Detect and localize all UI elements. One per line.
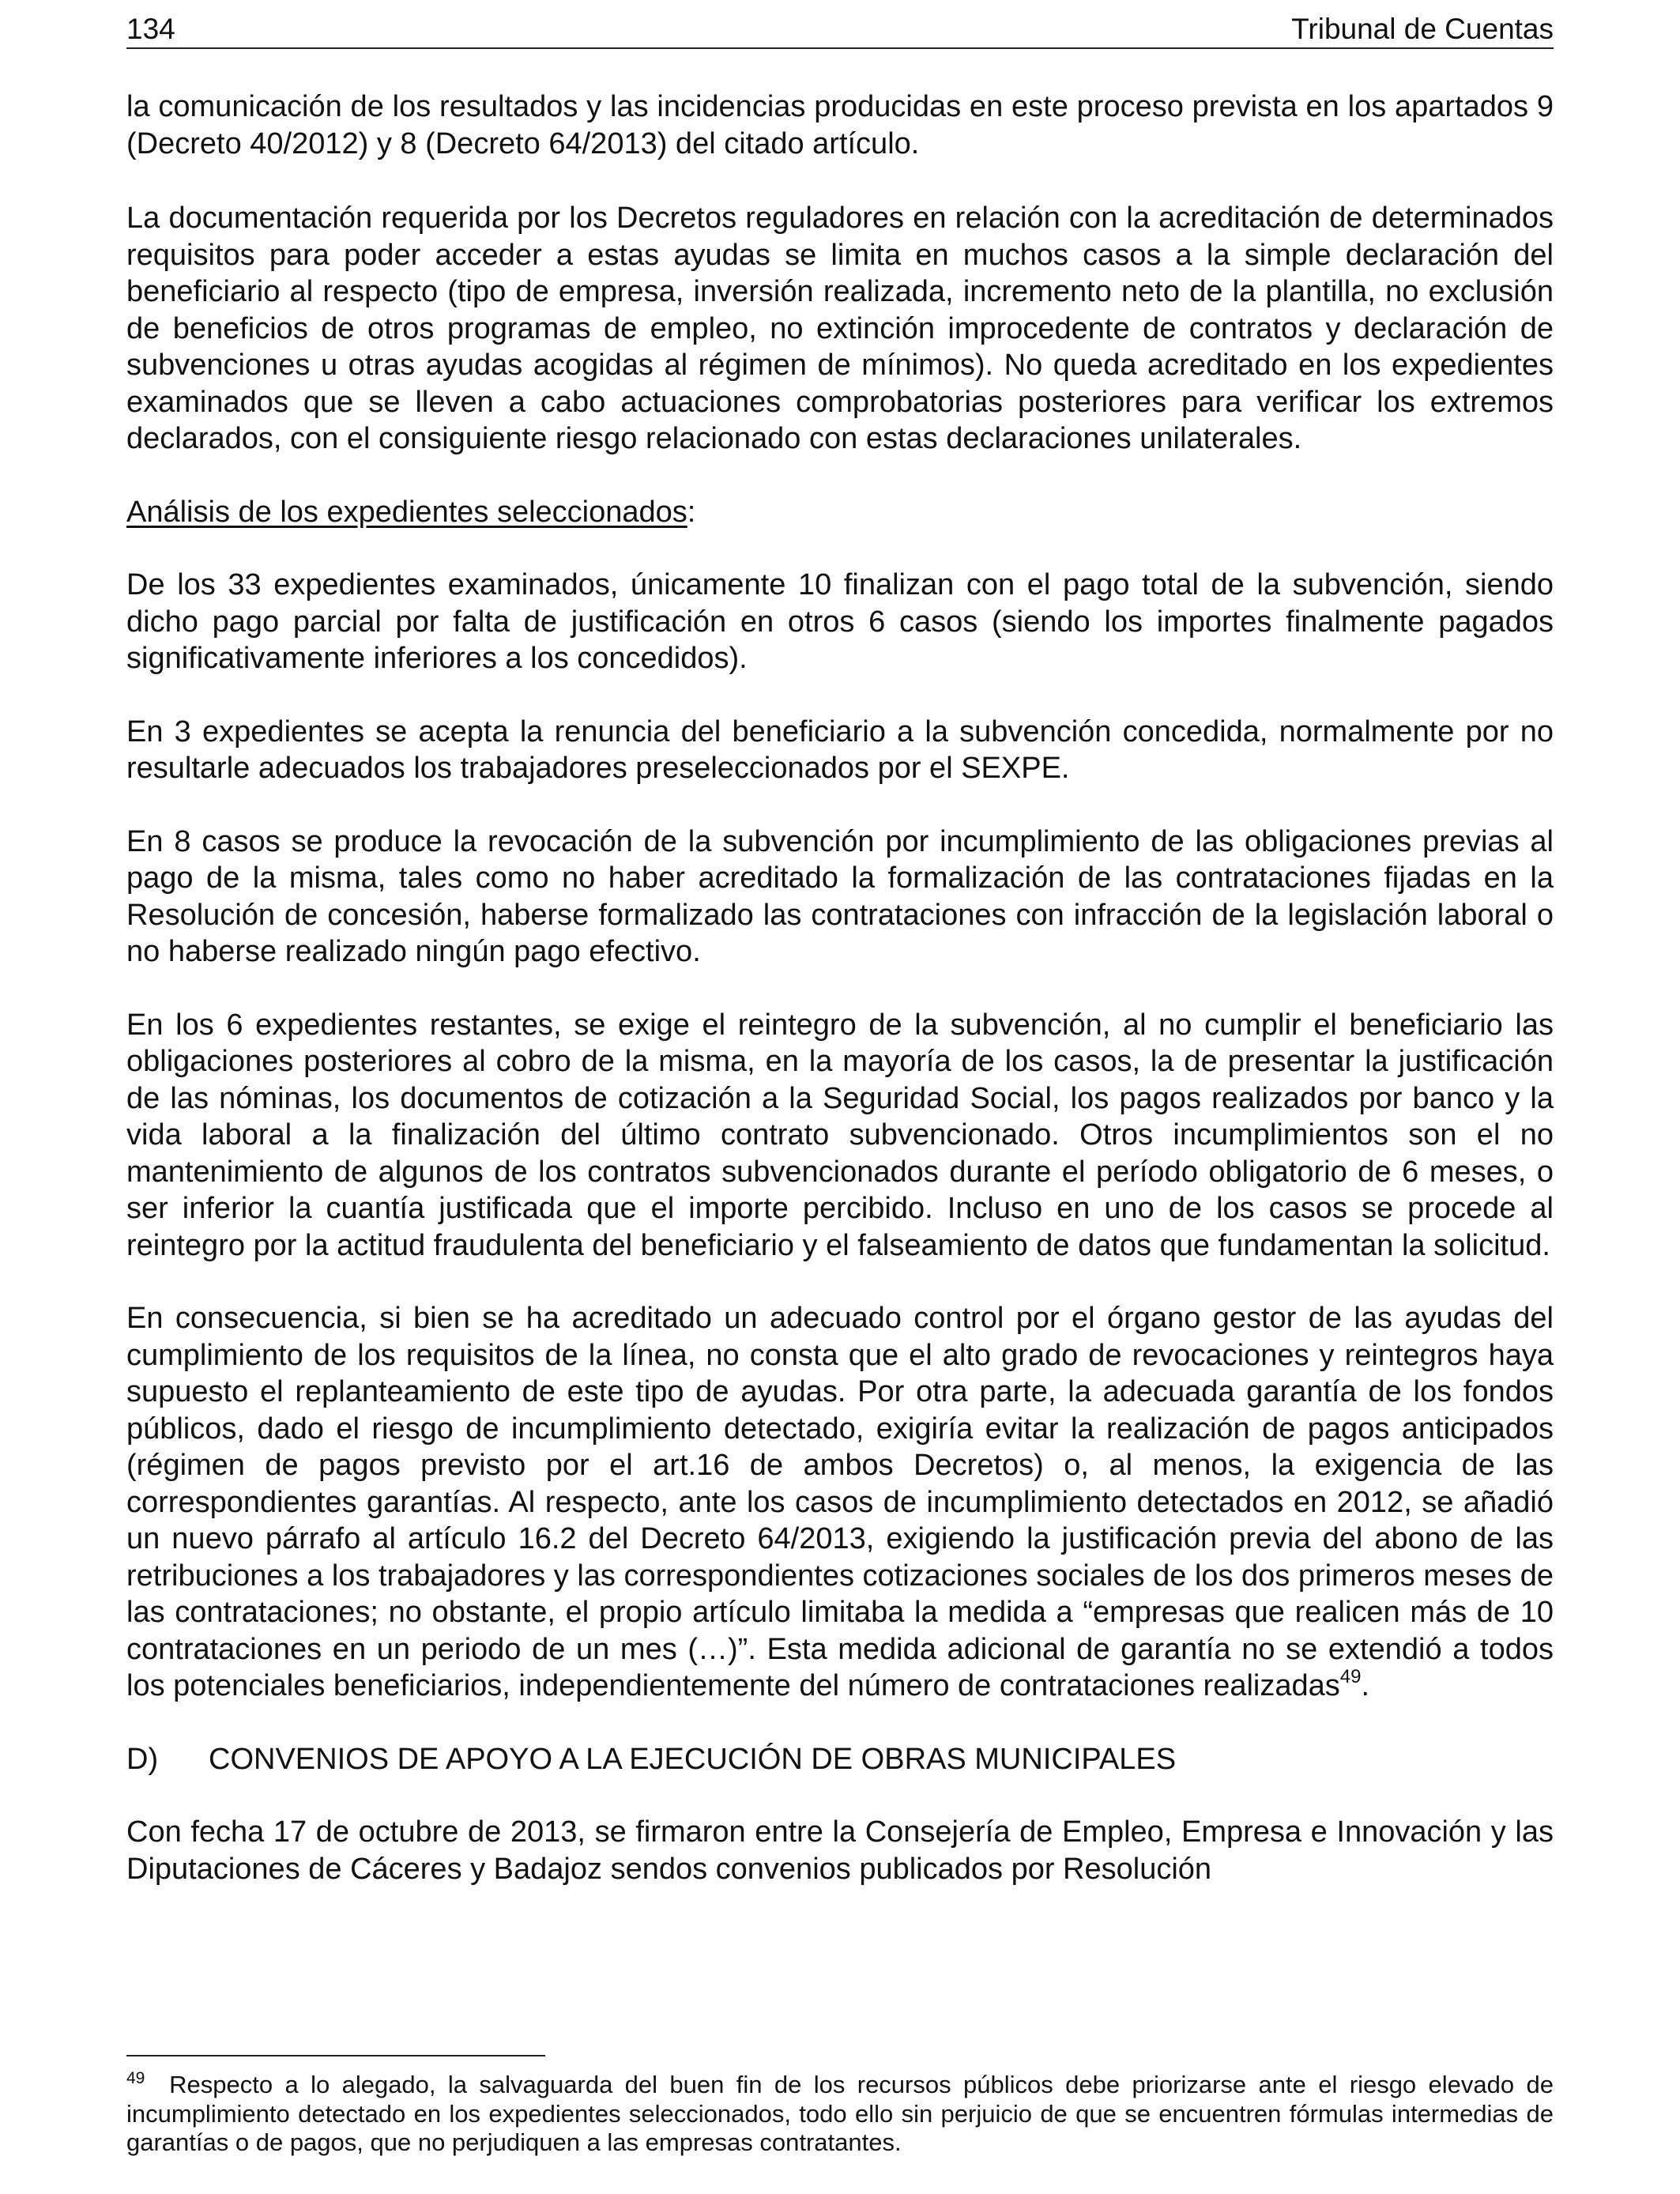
- paragraph-with-footnote: [126, 1300, 1554, 1705]
- paragraph: Con fecha 17 de octubre de 2013, se firmaron entre la Consejería de Empleo, Empresa e Innovación y las Diputaciones de Cáceres y Badajoz sendos convenios publicados por Resolución: [126, 1815, 1554, 1886]
- footnote-reference[interactable]: 49: [1339, 1666, 1362, 1687]
- footnote-divider: [126, 2055, 545, 2056]
- section-label: [126, 494, 1554, 531]
- section-label-text: Análisis de los expedientes seleccionados: [126, 495, 687, 529]
- page-header: [126, 11, 1554, 49]
- section-heading: [126, 1741, 1554, 1778]
- footnote: [126, 2071, 1554, 2158]
- footnote-number: 49: [126, 2069, 145, 2087]
- page-number: 134: [126, 13, 175, 45]
- paragraph: la comunicación de los resultados y las incidencias producidas en este proceso prevista en los apartados 9 (Decreto 40/2012) y 8 (Decreto 64/2013) del citado artículo.: [126, 90, 1554, 160]
- paragraph-text: En consecuencia, si bien se ha acreditado un adecuado control por el órgano gestor de las ayudas del cumplimiento de los requisitos de la línea, no consta que el alto grado de revocaciones y reintegros haya supuesto el replanteamiento de este tipo de ayudas. Por otra parte, la adecuada garantía de los fondos públicos, dado el riesgo de incumplimiento detectado, exigiría evitar la realización de pagos anticipados (régimen de pagos previsto por el art.16 de ambos Decretos) o, al menos, la exigencia de las correspondientes garantías. Al respecto, ante los casos de incumplimiento detectados en 2012, se añadió un nuevo párrafo al artículo 16.2 del Decreto 64/2013, exigiendo la justificación previa del abono de las retribuciones a los trabajadores y las correspondientes cotizaciones sociales de los dos primeros meses de las contrataciones; no obstante, el propio artículo limitaba la medida a “empresas que realicen más de 10 contrataciones en un periodo de un mes (…)”. Esta medida adicional de garantía no se extendió a todos los potenciales beneficiarios, independientemente del número de contrataciones realizadas: [126, 1302, 1554, 1702]
- section-label-suffix: :: [687, 495, 696, 529]
- paragraph: En 8 casos se produce la revocación de la subvención por incumplimiento de las obligaciones previas al pago de la misma, tales como no haber acreditado la formalización de las contrataciones fijadas en la Resolución de concesión, haberse formalizado las contrataciones con infracción de la legislación laboral o no haberse realizado ningún pago efectivo.: [126, 824, 1554, 968]
- section-letter: D): [126, 1742, 159, 1776]
- paragraph: En 3 expedientes se acepta la renuncia del beneficiario a la subvención concedida, normalmente por no resultarle adecuados los trabajadores preseleccionados por el SEXPE.: [126, 714, 1554, 785]
- paragraph: En los 6 expedientes restantes, se exige el reintegro de la subvención, al no cumplir el beneficiario las obligaciones posteriores al cobro de la misma, en la mayoría de los casos, la de presentar la justificación de las nóminas, los documentos de cotización a la Seguridad Social, los pagos realizados por banco y la vida laboral a la finalización del último contrato subvencionado. Otros incumplimientos son el no mantenimiento de algunos de los contratos subvencionados durante el período obligatorio de 6 meses, o ser inferior la cuantía justificada que el importe percibido. Incluso en uno de los casos se procede al reintegro por la actitud fraudulenta del beneficiario y el falseamiento de datos que fundamentan la solicitud.: [126, 1008, 1554, 1262]
- document-body: [126, 89, 1554, 1924]
- paragraph-end: .: [1361, 1669, 1370, 1702]
- paragraph: De los 33 expedientes examinados, únicamente 10 finalizan con el pago total de la subvención, siendo dicho pago parcial por falta de justificación en otros 6 casos (siendo los importes finalmente pagados significativamente inferiores a los concedidos).: [126, 568, 1554, 675]
- paragraph: La documentación requerida por los Decretos reguladores en relación con la acreditación de determinados requisitos para poder acceder a estas ayudas se limita en muchos casos a la simple declaración del beneficiario al respecto (tipo de empresa, inversión realizada, incremento neto de la plantilla, no exclusión de beneficios de otros programas de empleo, no extinción improcedente de contratos y declaración de subvenciones u otras ayudas acogidas al régimen de mínimos). No queda acreditado en los expedientes examinados que se lleven a cabo actuaciones comprobatorias posteriores para verificar los extremos declarados, con el consiguiente riesgo relacionado con estas declaraciones unilaterales.: [126, 202, 1554, 455]
- section-title: CONVENIOS DE APOYO A LA EJECUCIÓN DE OBRAS MUNICIPALES: [209, 1742, 1177, 1776]
- header-title: Tribunal de Cuentas: [1291, 13, 1554, 45]
- footnote-text: Respecto a lo alegado, la salvaguarda del buen fin de los recursos públicos debe priorizarse ante el riesgo elevado de incumplimiento detectado en los expedientes seleccionados, todo ello sin perjuicio de que se encuentren fórmulas intermedias de garantías o de pagos, que no perjudiquen a las empresas contratantes.: [126, 2071, 1554, 2156]
